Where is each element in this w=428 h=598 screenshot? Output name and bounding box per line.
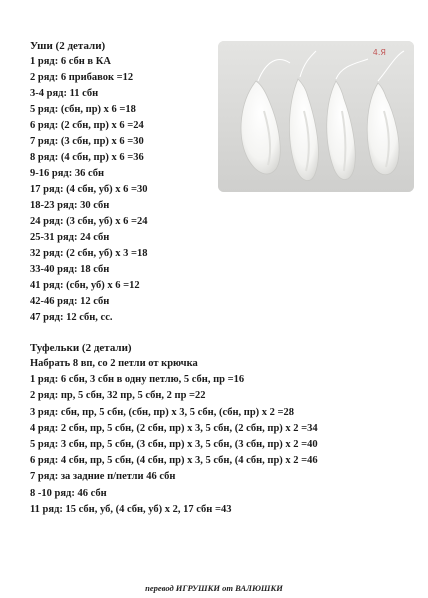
ears-rows (30, 54, 220, 326)
ears-row: 25-31 ряд: 24 сбн (30, 232, 110, 243)
ears-row: 42-46 ряд: 12 сбн (30, 296, 110, 307)
ears-row: 47 ряд: 12 сбн, сс. (30, 312, 113, 323)
shoes-rows (30, 356, 402, 518)
shoes-row: 1 ряд: 6 сбн, 3 сбн в одну петлю, 5 сбн, пр =16 (30, 374, 245, 386)
ears-row: 24 ряд: (3 сбн, уб) х 6 =24 (30, 216, 148, 227)
shoes-title: Туфельки (2 детали) (30, 342, 132, 354)
ears-row: 5 ряд: (сбн, пр) х 6 =18 (30, 104, 136, 115)
ears-row: 9-16 ряд: 36 сбн (30, 168, 105, 179)
ears-row: 3-4 ряд: 11 сбн (30, 88, 99, 99)
shoes-row: 5 ряд: 3 сбн, пр, 5 сбн, (3 сбн, пр) х 3, 5 сбн, (3 сбн, пр) х 2 =40 (30, 439, 318, 451)
ears-row: 41 ряд: (сбн, уб) х 6 =12 (30, 280, 140, 291)
ears-photo-illustration (218, 41, 414, 192)
footer-credit: перевод ИГРУШКИ от ВАЛЮШКИ (145, 583, 283, 593)
shoes-row: Набрать 8 вп, со 2 петли от крючка (30, 358, 198, 369)
shoes-section (30, 340, 402, 518)
shoes-row: 6 ряд: 4 сбн, пр, 5 сбн, (4 сбн, пр) х 3, 5 сбн, (4 сбн, пр) х 2 =46 (30, 455, 318, 467)
shoes-row: 11 ряд: 15 сбн, уб, (4 сбн, уб) х 2, 17 сбн =43 (30, 503, 232, 515)
ears-row: 18-23 ряд: 30 сбн (30, 200, 110, 211)
ears-row: 32 ряд: (2 сбн, уб) х 3 =18 (30, 248, 148, 259)
shoes-row: 7 ряд: за задние п/петли 46 сбн (30, 471, 176, 483)
ears-row: 17 ряд: (4 сбн, уб) х 6 =30 (30, 184, 148, 195)
shoes-row: 3 ряд: сбн, пр, 5 сбн, (сбн, пр) х 3, 5 сбн, (сбн, пр) х 2 =28 (30, 406, 295, 418)
ears-row: 1 ряд: 6 сбн в КА (30, 56, 111, 67)
shoes-row: 2 ряд: пр, 5 сбн, 32 пр, 5 сбн, 2 пр =22 (30, 390, 206, 402)
ears-row: 8 ряд: (4 сбн, пр) х 6 =36 (30, 152, 144, 163)
ears-row: 6 ряд: (2 сбн, пр) х 6 =24 (30, 120, 144, 131)
ears-row: 33-40 ряд: 18 сбн (30, 264, 110, 275)
ears-title: Уши (2 детали) (30, 40, 106, 52)
ears-row: 2 ряд: 6 прибавок =12 (30, 72, 134, 83)
shoes-row: 4 ряд: 2 сбн, пр, 5 сбн, (2 сбн, пр) х 3, 5 сбн, (2 сбн, пр) х 2 =34 (30, 422, 318, 434)
photo-watermark: 4.Я (372, 48, 386, 57)
ears-photo (218, 41, 414, 192)
shoes-row: 8 -10 ряд: 46 сбн (30, 487, 107, 499)
ears-row: 7 ряд: (3 сбн, пр) х 6 =30 (30, 136, 144, 147)
ears-section (30, 38, 220, 326)
